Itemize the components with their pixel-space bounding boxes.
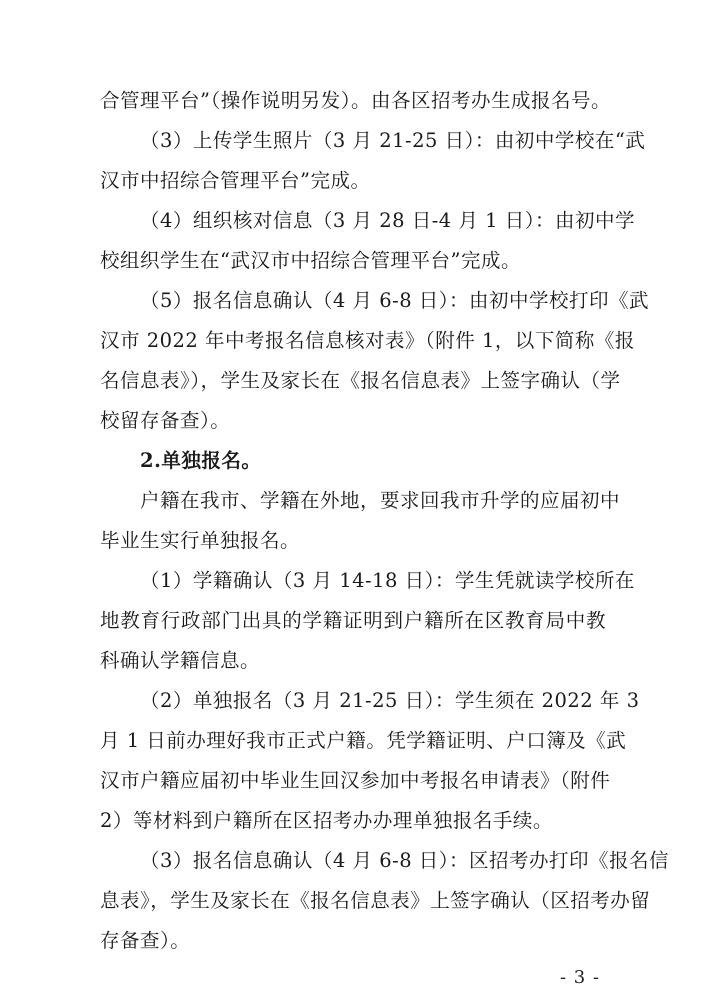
paragraph-line: 汉市 2022 年中考报名信息核对表》（附件 1，以下简称《报 [100, 329, 635, 352]
paragraph-line: 名信息表》），学生及家长在《报名信息表》上签字确认（学 [100, 369, 621, 392]
paragraph-line: （1）学籍确认（3 月 14-18 日）：学生凭就读学校所在 [140, 569, 635, 592]
paragraph-line: 校留存备查）。 [100, 409, 231, 432]
paragraph-line: 2）等材料到户籍所在区招考办办理单独报名手续。 [100, 809, 553, 832]
paragraph-line: 存备查）。 [100, 929, 191, 952]
paragraph-line: （5）报名信息确认（4 月 6-8 日）：由初中学校打印《武 [140, 289, 650, 312]
paragraph-line: 户籍在我市、学籍在外地，要求回我市升学的应届初中 [140, 489, 621, 512]
paragraph-line: （2）单独报名（3 月 21-25 日）：学生须在 2022 年 3 [140, 689, 640, 712]
page-number: - 3 - [559, 967, 600, 988]
paragraph-line: 毕业生实行单独报名。 [100, 529, 301, 552]
paragraph-line: 地教育行政部门出具的学籍证明到户籍所在区教育局中教 [100, 609, 606, 632]
paragraph-line: 校组织学生在“武汉市中招综合管理平台”完成。 [100, 249, 521, 272]
paragraph-line: （3）报名信息确认（4 月 6-8 日）：区招考办打印《报名信 [140, 849, 670, 872]
paragraph-line: 息表》，学生及家长在《报名信息表》上签字确认（区招考办留 [100, 889, 651, 912]
paragraph-line: 合管理平台”（操作说明另发）。由各区招考办生成报名号。 [100, 89, 611, 112]
paragraph-line: （3）上传学生照片（3 月 21-25 日）：由初中学校在“武 [140, 129, 646, 152]
paragraph-line: 科确认学籍信息。 [100, 649, 261, 672]
paragraph-line: 汉市中招综合管理平台”完成。 [100, 169, 371, 192]
paragraph-line: 月 1 日前办理好我市正式户籍。凭学籍证明、户口簿及《武 [100, 729, 627, 752]
paragraph-line: （4）组织核对信息（3 月 28 日-4 月 1 日）：由初中学 [140, 209, 635, 232]
paragraph-line: 汉市户籍应届初中毕业生回汉参加中考报名申请表》（附件 [100, 769, 611, 792]
section-heading: 2.单独报名。 [140, 449, 262, 472]
